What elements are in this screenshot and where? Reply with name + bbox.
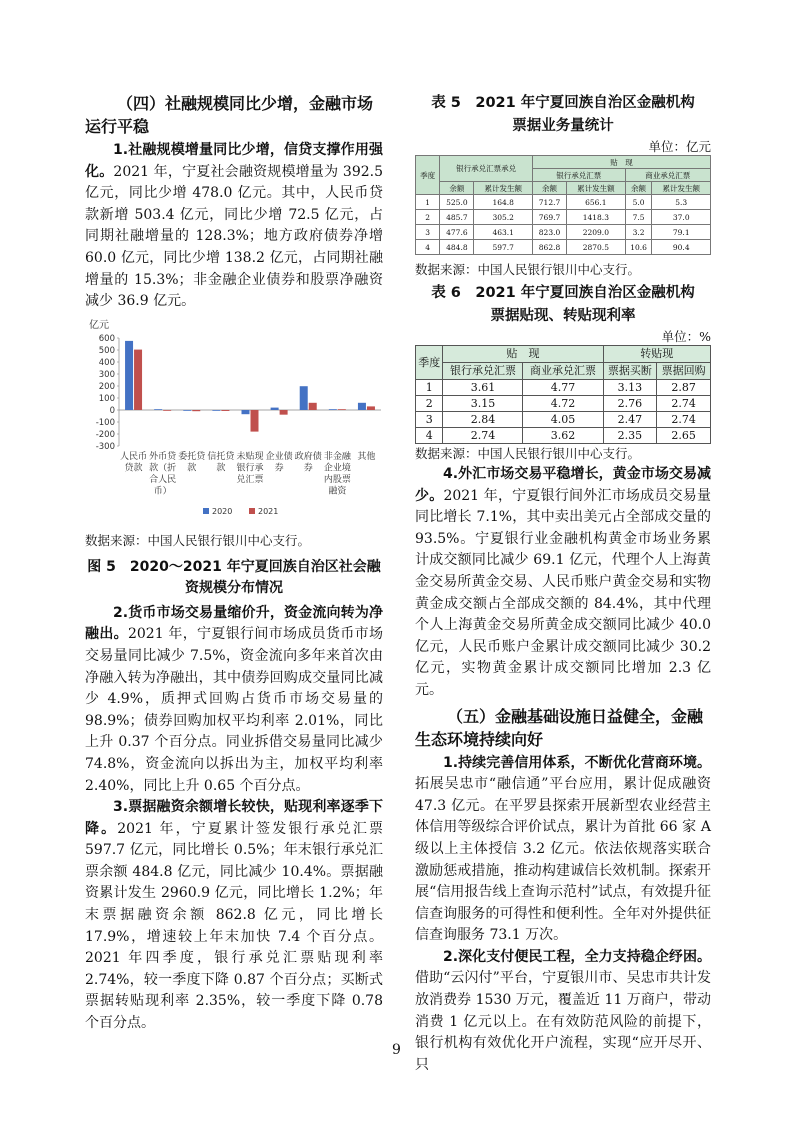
table-cell: 4.05	[523, 412, 603, 428]
right-column	[415, 92, 711, 1076]
bar-2021-9	[367, 406, 375, 410]
paragraph-lead: 4.外汇市场交易平稳增长，黄金市场交易减少。	[415, 466, 711, 504]
header-balance: 余额	[532, 182, 566, 195]
table-row	[416, 240, 711, 255]
paragraph-lead: 1.持续完善信用体系，不断优化营商环境。	[443, 754, 711, 771]
category-label-line: 信托贷	[207, 451, 235, 462]
section-heading-4: （四）社融规模同比少增，金融市场运行平稳	[85, 94, 374, 136]
paragraph-money-market	[85, 603, 383, 797]
bar-2021-2	[163, 410, 171, 411]
header-balance: 余额	[625, 182, 652, 195]
figure-source: 数据来源：中国人民银行银川中心支行。	[85, 532, 311, 548]
table-row	[416, 195, 711, 210]
paragraph-body: 借助“云闪付”平台，宁夏银川市、吴忠市共计发放消费券 1530 万元，覆盖近 11 万商户，带动消费 1 亿元以上。在有效防范风险的前提下，银行机构有效优化开户流程，实现“应开尽开、只	[415, 970, 711, 1073]
table5-source: 数据来源：中国人民银行银川中心支行。	[415, 262, 641, 277]
table6-source: 数据来源：中国人民银行银川中心支行。	[415, 446, 641, 461]
table-cell: 2.87	[657, 380, 711, 396]
table-row	[416, 396, 711, 412]
paragraph-lead: 2.货币市场交易量缩价升，资金流向转为净融出。	[85, 604, 383, 643]
table-cell: 3.61	[443, 380, 523, 396]
legend-swatch-2020	[203, 508, 209, 514]
table-cell: 525.0	[440, 195, 474, 210]
bar-2021-8	[338, 409, 346, 410]
category-label	[266, 450, 293, 474]
bar-2021-7	[309, 403, 317, 410]
header-cumulative: 累计发生额	[567, 182, 625, 195]
table-cell: 2	[416, 396, 443, 412]
header-cumulative: 累计发生额	[474, 182, 533, 195]
paragraph-bill-financing	[85, 797, 383, 1035]
category-label-line: 人民币	[120, 451, 148, 462]
table6-title: 表 6 2021 年宁夏回族自治区金融机构票据贴现、转贴现利率	[431, 285, 695, 324]
table-cell: 484.8	[440, 240, 474, 255]
table-cell: 2.76	[603, 396, 657, 412]
y-tick-label: 600	[98, 333, 115, 344]
category-label-line: 兑汇票	[236, 474, 264, 485]
table-header-row	[416, 346, 711, 363]
table-cell: 79.1	[652, 225, 711, 240]
table-cell: 4	[416, 428, 443, 444]
bar-2020-3	[183, 410, 191, 411]
table6-unit: 单位：%	[661, 329, 711, 344]
chart-svg	[85, 316, 383, 524]
table-cell: 4.72	[523, 396, 603, 412]
legend-label-2021: 2021	[258, 506, 279, 516]
table-header-row	[416, 156, 711, 169]
table-cell: 712.7	[532, 195, 566, 210]
table5-bill-volume	[415, 155, 711, 255]
paragraph-lead: 3.票据融资余额增长较快，贴现利率逐季下降。	[85, 799, 383, 837]
table-cell: 862.8	[532, 240, 566, 255]
table-cell: 597.7	[474, 240, 533, 255]
table-cell: 2.35	[603, 428, 657, 444]
left-column	[85, 92, 383, 1035]
table-row	[416, 380, 711, 396]
header-quarter: 季度	[416, 346, 443, 380]
table-cell: 477.6	[440, 225, 474, 240]
category-label-line: 内股票	[323, 474, 351, 485]
category-label	[357, 450, 375, 462]
category-label-line: 企业债	[265, 451, 293, 462]
header-repo: 票据回购	[657, 363, 711, 380]
paragraph-body: 2021 年，宁夏累计签发银行承兑汇票 597.7 亿元，同比增长 0.5%；年末银行承兑汇票余额 484.8 亿元，同比减少 10.4%。票据融资累计发生 2960.9 亿元，同比增长 1.2%；年末票据融资余额 862.8 亿元，同比增长 17.9%，增速较上年末加快 7.4 个百分点。2021 年四季度，银行承兑汇票贴现利率 2.74%，较一季度下降 0.87 个百分点；买断式票据转贴现利率 2.35%，较一季度下降 0.78 个百分点。	[85, 820, 383, 1032]
table-cell: 485.7	[440, 210, 474, 225]
y-axis-label: 亿元	[89, 319, 109, 331]
table-cell: 2.74	[443, 428, 523, 444]
y-tick-label: -100	[95, 417, 115, 428]
header-balance: 余额	[440, 182, 474, 195]
bar-2021-4	[221, 410, 229, 411]
header-discount: 贴 现	[532, 156, 710, 169]
legend-swatch-2021	[249, 508, 255, 514]
category-label	[120, 450, 147, 474]
table-row	[416, 428, 711, 444]
header-cumulative: 累计发生额	[652, 182, 711, 195]
category-label-line: 贷款	[124, 463, 143, 474]
y-tick-label: 500	[98, 345, 115, 356]
table-cell: 7.5	[625, 210, 652, 225]
table-cell: 823.0	[532, 225, 566, 240]
category-label-line: 款	[187, 463, 197, 474]
table-cell: 3	[416, 412, 443, 428]
paragraph-social-financing	[85, 140, 383, 313]
table-cell: 4	[416, 240, 440, 255]
category-label	[295, 450, 322, 474]
table-cell: 5.0	[625, 195, 652, 210]
table-cell: 2.47	[603, 412, 657, 428]
table-cell: 1418.3	[567, 210, 625, 225]
category-label-line: 券	[274, 463, 284, 474]
bar-2020-2	[154, 409, 162, 410]
table-cell: 3.13	[603, 380, 657, 396]
table-cell: 2870.5	[567, 240, 625, 255]
paragraph-fx-gold	[415, 464, 711, 702]
header-quarter: 季度	[416, 156, 440, 195]
bar-2021-5	[251, 410, 259, 432]
table-cell: 3.62	[523, 428, 603, 444]
bar-2021-6	[280, 410, 288, 415]
category-label	[178, 450, 206, 474]
header-acceptance: 银行承兑汇票承兑	[440, 156, 533, 182]
table-cell: 5.3	[652, 195, 711, 210]
table-cell: 2209.0	[567, 225, 625, 240]
table-cell: 90.4	[652, 240, 711, 255]
category-label-line: 银行承	[236, 463, 264, 474]
category-label	[149, 450, 177, 497]
y-tick-label: -200	[95, 429, 115, 440]
table-cell: 2.74	[657, 412, 711, 428]
y-tick-label: 0	[109, 405, 115, 416]
legend-label-2020: 2020	[212, 506, 233, 516]
table-cell: 1	[416, 195, 440, 210]
table5-unit: 单位：亿元	[648, 139, 711, 154]
section-heading-5: （五）金融基础设施日益健全，金融生态环境持续向好	[415, 706, 704, 749]
y-tick-label: -300	[95, 441, 115, 452]
table-row	[416, 225, 711, 240]
category-label-line: 款（折	[149, 463, 177, 474]
bar-2020-5	[242, 410, 250, 414]
bar-2021-3	[192, 410, 200, 411]
table-cell: 2.84	[443, 412, 523, 428]
header-buyout: 票据买断	[603, 363, 657, 380]
y-tick-label: 200	[98, 381, 115, 392]
table-cell: 164.8	[474, 195, 533, 210]
table-cell: 656.1	[567, 195, 625, 210]
category-label-line: 合人民	[149, 474, 177, 485]
figure-caption: 图 5 2020～2021 年宁夏回族自治区社会融资规模分布情况	[87, 558, 381, 596]
table-cell: 37.0	[652, 210, 711, 225]
header-discount: 贴 现	[443, 346, 603, 363]
table-cell: 10.6	[625, 240, 652, 255]
category-label-line: 非金融	[323, 451, 351, 462]
category-label-line: 未贴现	[236, 451, 264, 462]
category-label-line: 币）	[153, 486, 172, 497]
category-label-line: 款	[216, 463, 226, 474]
header-bank-bill: 银行承兑汇票	[532, 169, 625, 182]
social-financing-chart	[85, 316, 383, 524]
table6-discount-rates	[415, 345, 711, 444]
bar-2020-4	[212, 410, 220, 411]
table-row	[416, 412, 711, 428]
table5-title: 表 5 2021 年宁夏回族自治区金融机构票据业务量统计	[431, 95, 695, 134]
table-cell: 3.2	[625, 225, 652, 240]
header-commercial-bill: 商业承兑汇票	[523, 363, 603, 380]
category-label-line: 政府债	[294, 451, 322, 462]
y-tick-label: 300	[98, 369, 115, 380]
category-label-line: 券	[303, 463, 313, 474]
table-cell: 1	[416, 380, 443, 396]
paragraph-lead: 2.深化支付便民工程，全力支持稳企纾困。	[443, 948, 711, 965]
category-label-line: 企业境	[323, 463, 351, 474]
table-header-row	[416, 363, 711, 380]
table-cell: 3.15	[443, 396, 523, 412]
paragraph-body: 2021 年，宁夏社会融资规模增量为 392.5 亿元，同比少增 478.0 亿元。其中，人民币贷款新增 503.4 亿元，同比少增 72.5 亿元，占同期社融增量的 128.3%；地方政府债券净增 60.0 亿元，同比少增 138.2 亿元，占同期社融增量的 15.3%；非金融企业债券和股票净融资减少 36.9 亿元。	[85, 163, 384, 310]
bar-2020-7	[300, 386, 308, 410]
paragraph-body: 2021 年，宁夏银行间外汇市场成员交易量同比增长 7.1%，其中卖出美元占全部成交量的 93.5%。宁夏银行业金融机构黄金市场业务累计成交额同比减少 69.1 亿元，代理个人上海黄金交易所黄金交易、人民币账户黄金交易和实物黄金成交额占全部成交额的 84.4%，其中代理个人上海黄金交易所黄金成交额同比减少 40.0 亿元，人民币账户金累计成交额同比减少 30.2 亿元，实物黄金累计成交额同比增加 2.3 亿元。	[415, 487, 712, 698]
category-label-line: 委托贷	[178, 451, 206, 462]
category-label	[324, 450, 352, 497]
paragraph-body: 拓展吴忠市“融信通”平台应用，累计促成融资 47.3 亿元。在平罗县探索开展新型农业经营主体信用等级综合评价试点，累计为首批 66 家 A 级以上主体授信 3.2 亿元。依法依规落实联合激励惩戒措施，推动构建诚信长效机制。探索开展“信用报告线上查询示范村”试点，有效提升征信查询服务的可得性和便利性。全年对外提供征信查询服务 73.1 万次。	[415, 776, 711, 944]
bar-2020-1	[125, 341, 133, 410]
header-bank-bill: 银行承兑汇票	[443, 363, 523, 380]
category-label-line: 融资	[328, 486, 347, 497]
table-cell: 2	[416, 210, 440, 225]
table-cell: 2.74	[657, 396, 711, 412]
category-label	[236, 450, 263, 485]
table-cell: 4.77	[523, 380, 603, 396]
paragraph-body: 2021 年，宁夏银行间市场成员货币市场交易量同比减少 7.5%，资金流向多年来首次由净融入转为净融出，其中债券回购成交量同比减少 4.9%，质押式回购占货币市场交易量的 98.9%；债券回购加权平均利率 2.01%，同比上升 0.37 个百分点。同业拆借交易量同比减少 74.8%，资金流向以拆出为主，加权平均利率 2.40%，同比上升 0.65 个百分点。	[85, 626, 383, 794]
bar-2021-1	[134, 349, 142, 409]
bar-2020-9	[358, 403, 366, 410]
table-cell: 3	[416, 225, 440, 240]
category-label-line: 外币贷	[149, 451, 177, 462]
bar-2020-8	[329, 409, 337, 410]
table-header-row	[416, 182, 711, 195]
y-tick-label: 400	[98, 357, 115, 368]
table-cell: 2.65	[657, 428, 711, 444]
category-label	[207, 450, 235, 474]
table-row	[416, 210, 711, 225]
y-tick-label: 100	[98, 393, 115, 404]
header-rediscount: 转贴现	[603, 346, 711, 363]
table-cell: 769.7	[532, 210, 566, 225]
bar-2020-6	[271, 407, 279, 409]
page-number: 9	[392, 1042, 401, 1058]
paragraph-lead: 1.社融规模增量同比少增，信贷支撑作用强化。	[85, 142, 383, 180]
table-cell: 463.1	[474, 225, 533, 240]
table-cell: 305.2	[474, 210, 533, 225]
header-commercial-bill: 商业承兑汇票	[625, 169, 710, 182]
category-label-line: 其他	[357, 451, 376, 462]
paragraph-credit-system	[415, 753, 711, 947]
